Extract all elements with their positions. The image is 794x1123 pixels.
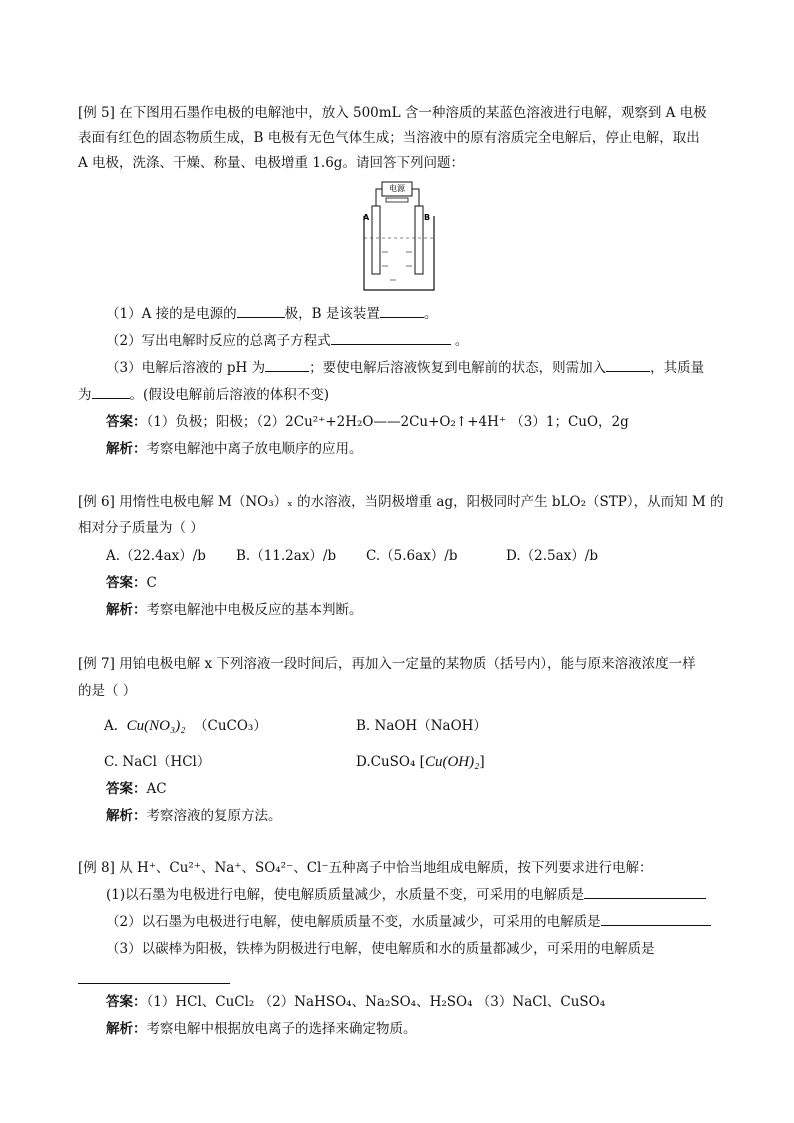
answer-text: （1）负极；阳极；（2）2Cu²⁺+2H₂O——2Cu+O₂↑+4H⁺ （3）1；CuO，2g [146, 414, 629, 430]
wire-left [376, 189, 382, 206]
power-source-base [386, 198, 408, 202]
ex8-answer [106, 992, 605, 1012]
answer-text: C [146, 575, 157, 591]
answer-blank[interactable] [331, 331, 451, 345]
ex7-option-c: C. NaCl（HCl） [104, 754, 211, 770]
ex6-option-c: C.（5.6ax）/b [366, 548, 458, 564]
ex7-line2: 的是（ ） [78, 683, 137, 699]
answer-blank[interactable] [601, 912, 711, 926]
analysis-label: 解析： [106, 1021, 147, 1037]
ex6-line1: [例 6] 用惰性电极电解 M（NO₃）ₓ 的水溶液，当阴极增重 ag，阳极同时产生 bLO₂（STP），从而知 M 的 [78, 494, 724, 510]
analysis-text: 考察电解中根据放电离子的选择来确定物质。 [146, 1021, 417, 1037]
divider [78, 983, 230, 984]
analysis-text: 考察电解池中离子放电顺序的应用。 [146, 441, 363, 457]
answer-label: 答案： [106, 781, 147, 797]
ex8-question3: （3）以碳棒为阳极，铁棒为阴极进行电解，使电解质和水的质量都减少，可采用的电解质是 [106, 941, 655, 957]
ex6-answer [106, 573, 157, 593]
answer-label: 答案： [106, 414, 147, 430]
ex7-option-b: B. NaOH（NaOH） [356, 718, 487, 734]
ex6-line2: 相对分子质量为（ ） [78, 520, 204, 536]
ex8-analysis [106, 1019, 417, 1039]
ex5-line1: [例 5] 在下图用石墨作电极的电解池中，放入 500mL 含一种溶质的某蓝色溶液进行电解，观察到 A 电极 [78, 105, 707, 121]
answer-text: （1）HCl、CuCl₂ （2）NaHSO₄、Na₂SO₄、H₂SO₄ （3）NaCl、CuSO₄ [146, 994, 606, 1010]
answer-blank[interactable] [606, 358, 650, 372]
electrolysis-cell-diagram [360, 180, 440, 300]
ex6-option-d: D.（2.5ax）/b [506, 548, 598, 564]
answer-label: 答案： [106, 994, 147, 1010]
answer-label: 答案： [106, 575, 147, 591]
ex5-line3: A 电极，洗涤、干燥、称量、电极增重 1.6g。请回答下列问题： [78, 155, 464, 171]
formula: Cu(NO₃)₂ [126, 718, 186, 734]
analysis-text: 考察电解池中电极反应的基本判断。 [146, 602, 363, 618]
analysis-label: 解析： [106, 441, 147, 457]
ex5-answer [106, 412, 629, 432]
ex8-line1: [例 8] 从 H⁺、Cu²⁺、Na⁺、SO₄²⁻、Cl⁻五种离子中恰当地组成电解质，按下列要求进行电解： [78, 860, 653, 876]
wire-right [412, 189, 419, 206]
ex5-question3-cont: 为 。(假设电解前后溶液的体积不变) [78, 387, 330, 403]
answer-blank[interactable] [265, 358, 309, 372]
ex6-analysis [106, 600, 363, 620]
ex6-option-a: A.（22.4ax）/b [106, 548, 206, 564]
electrode-b-label: B [424, 213, 431, 222]
power-source-label: 电源 [389, 184, 405, 193]
ex7-option-d: D.CuSO₄ [Cu(OH)₂] [356, 754, 485, 770]
ex5-question3: （3）电解后溶液的 pH 为 ；要使电解后溶液恢复到电解前的状态，则需加入 ，其质量 [106, 360, 705, 376]
ex5-question1: （1）A 接的是电源的 极，B 是该装置 。 [106, 306, 438, 322]
ex7-line1: [例 7] 用铂电极电解 x 下列溶液一段时间后，再加入一定量的某物质（括号内），能与原来溶液浓度一样 [78, 656, 696, 672]
ex8-question2: （2）以石墨为电极进行电解，使电解质质量不变，水质量减少，可采用的电解质是 [106, 912, 711, 932]
answer-blank[interactable] [380, 304, 424, 318]
electrode-b [415, 206, 423, 274]
electrode-a-label: A [363, 213, 370, 222]
analysis-label: 解析： [106, 602, 147, 618]
formula: Cu(OH)₂ [424, 754, 480, 770]
ex8-question1: (1)以石墨为电极进行电解，使电解质质量减少，水质量不变，可采用的电解质是 [106, 885, 706, 905]
answer-blank[interactable] [237, 304, 285, 318]
ex6-option-b: B.（11.2ax）/b [236, 548, 337, 564]
ex7-answer [106, 779, 167, 799]
answer-blank[interactable] [92, 385, 130, 399]
ex5-question2: （2）写出电解时反应的总离子方程式 。 [106, 333, 469, 349]
analysis-text: 考察溶液的复原方法。 [146, 808, 282, 824]
answer-text: AC [146, 781, 167, 797]
electrode-a [372, 206, 380, 274]
ex7-option-a: A. Cu(NO₃)₂ （CuCO₃） [104, 718, 267, 734]
ex5-line2: 表面有红色的固态物质生成，B 电极有无色气体生成；当溶液中的原有溶质完全电解后，停止电解，取出 [78, 130, 700, 146]
ex7-analysis [106, 806, 282, 826]
analysis-label: 解析： [106, 808, 147, 824]
answer-blank[interactable] [584, 885, 706, 899]
ex5-analysis [106, 439, 363, 459]
